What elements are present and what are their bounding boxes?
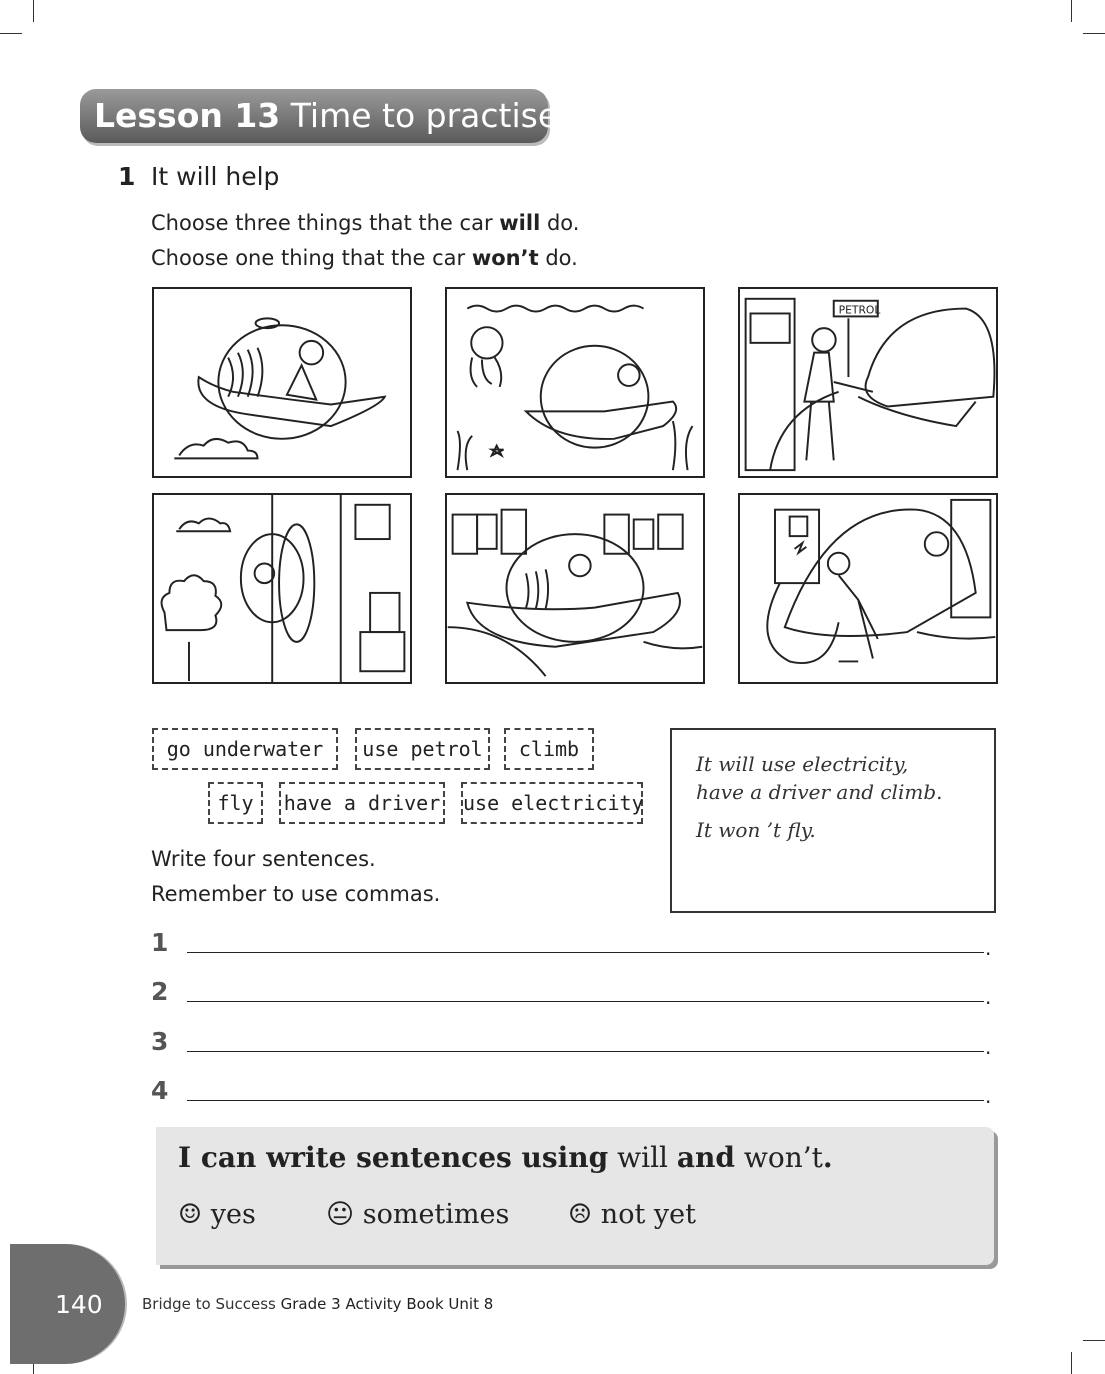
exercise-number: 1 [118,162,136,191]
crop-mark [1083,1340,1105,1341]
neutral-face-icon: 😐︎ [326,1199,355,1230]
picture-electric-car [738,493,998,684]
self-check-box [156,1127,994,1265]
option-not-yet[interactable]: ☹ not yet [568,1199,696,1230]
word-chip-use-electricity[interactable]: use electricity [461,782,643,824]
lesson-title: Time to practise [290,96,559,135]
crop-mark [1083,33,1105,34]
word-chip-climb[interactable]: climb [504,728,594,770]
word-chip-use-petrol[interactable]: use petrol [355,728,490,770]
happy-face-icon: ☺ [178,1199,203,1230]
self-check-statement: I can write sentences using will and won’t. [178,1141,833,1174]
answer-line[interactable] [187,1001,984,1002]
word-chip-have-a-driver[interactable]: have a driver [279,782,445,824]
option-sometimes[interactable]: 😐︎ sometimes [326,1199,510,1230]
comma-reminder: Remember to use commas. [151,882,441,906]
answer-number: 3 [151,1027,169,1056]
line-end-dot: . [985,1035,992,1059]
write-instruction: Write four sentences. [151,847,376,871]
footer-credit: Bridge to Success Grade 3 Activity Book Unit 8 [142,1295,494,1313]
petrol-sign: PETROL [838,303,881,317]
picture-underwater-car [445,287,705,478]
example-line-1: It will use electricity, have a driver and climb. [696,752,943,804]
crop-mark [1071,0,1072,22]
exercise-title: It will help [151,162,280,191]
crop-mark [0,33,22,34]
word-chip-fly[interactable]: fly [208,782,263,824]
answer-line[interactable] [187,952,984,953]
word-chip-go-underwater[interactable]: go underwater [152,728,338,770]
picture-city-car [445,493,705,684]
line-end-dot: . [985,985,992,1009]
line-end-dot: . [985,936,992,960]
lesson-number: Lesson 13 [94,96,281,135]
answer-line[interactable] [187,1051,984,1052]
lesson-banner [80,89,559,143]
answer-number: 2 [151,977,169,1006]
answer-line[interactable] [187,1100,984,1101]
picture-flying-car [152,287,412,478]
instruction-wont: Choose one thing that the car won’t do. [151,246,578,270]
crop-mark [1071,1352,1072,1374]
answer-number: 1 [151,928,169,957]
picture-climbing-car [152,493,412,684]
example-note [670,728,996,913]
picture-petrol-car [738,287,998,478]
option-yes[interactable]: ☺ yes [178,1199,256,1230]
page-number: 140 [55,1290,103,1319]
sad-face-icon: ☹ [568,1199,593,1230]
example-line-2: It won ’t fly. [696,818,816,842]
instruction-will: Choose three things that the car will do. [151,211,580,235]
answer-number: 4 [151,1076,169,1105]
crop-mark [33,0,34,22]
line-end-dot: . [985,1084,992,1108]
